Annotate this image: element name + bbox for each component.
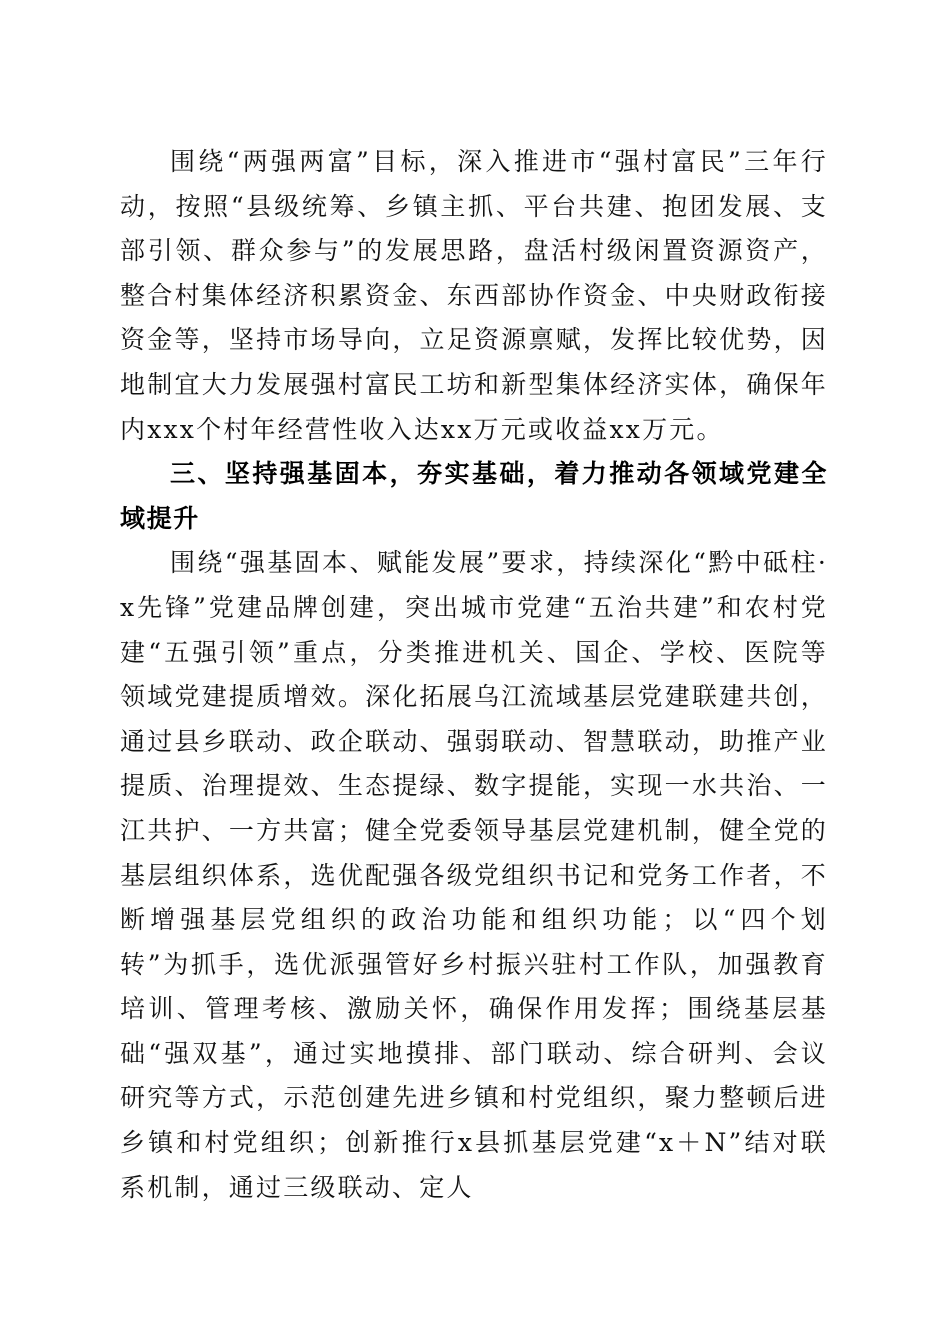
body-paragraph: 围绕“两强两富”目标，深入推进市“强村富民”三年行动，按照“县级统筹、乡镇主抓、平台共建、抱团发展、支部引领、群众参与”的发展思路，盘活村级闲置资源资产，整合村集体经济积累资金、东西部协作资金、中央财政衔接资金等，坚持市场导向，立足资源禀赋，发挥比较优势，因地制宜大力发展强村富民工坊和新型集体经济实体，确保年内xxx个村年经营性收入达xx万元或收益xx万元。: [120, 147, 828, 444]
section-heading: 三、坚持强基固本，夯实基础，着力推动各领域党建全域提升: [120, 459, 828, 533]
body-paragraph: 围绕“强基固本、赋能发展”要求，持续深化“黔中砥柱·x先锋”党建品牌创建，突出城市党建“五治共建”和农村党建“五强引领”重点，分类推进机关、国企、学校、医院等领域党建提质增效。深化拓展乌江流域基层党建联建共创，通过县乡联动、政企联动、强弱联动、智慧联动，助推产业提质、治理提效、生态提绿、数字提能，实现一水共治、一江共护、一方共富；健全党委领导基层党建机制，健全党的基层组织体系，选优配强各级党组织书记和党务工作者，不断增强基层党组织的政治功能和组织功能；以“四个划转”为抓手，选优派强管好乡村振兴驻村工作队，加强教育培训、管理考核、激励关怀，确保作用发挥；围绕基层基础“强双基”，通过实地摸排、部门联动、综合研判、会议研究等方式，示范创建先进乡镇和村党组织，聚力整顿后进乡镇和村党组织；创新推行x县抓基层党建“x＋N”结对联系机制，通过三级联动、定人: [120, 548, 828, 1202]
document-body: [120, 140, 828, 1210]
